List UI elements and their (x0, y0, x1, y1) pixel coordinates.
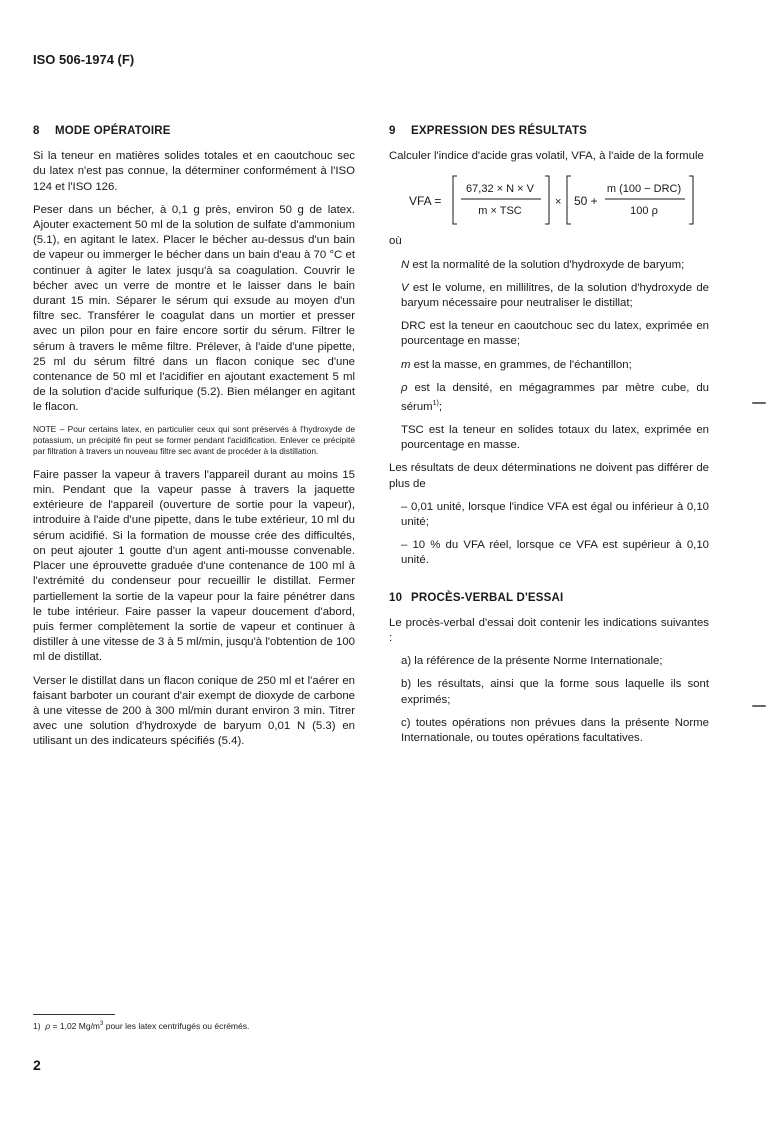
definition-text: est la teneur en solides totaux du latex, exprimée en pourcentage en masse. (401, 424, 709, 452)
left-bracket-1 (453, 176, 457, 224)
formula-fifty: 50 + (574, 194, 598, 209)
margin-mark (752, 402, 766, 404)
left-column (33, 124, 355, 758)
formula-numerator-1: 67,32 × N × V (466, 183, 534, 196)
definition-drc (401, 319, 709, 349)
section-8-paragraph-3: Faire passer la vapeur à travers l'appareil durant au moins 15 min. Pendant que la vapeur passe à travers la jaquette extérieure de l'appareil (ouverture de sortie pour la vapeur), introduire à l'aide d'une pipette, dans le tube extérieur, 10 ml du sérum acidifié. Si la formation de mousse crée des difficultés, on peut ajouter 1 goutte d'un agent anti-mousse convenable. Placer une éprouvette graduée d'une contenance de 100 ml à l'extrémité du condenseur pour recueillir le distillat. Fermer partiellement la sortie de la vapeur pour la faire pénétrer dans le tube intérieur. Faire passer la vapeur doucement d'abord, puis fermer complètement la sortie de vapeur et continuer à distiller à une vitesse de 3 à 5 ml/min, jusqu'à l'obtention de 100 ml de distillat. (33, 468, 355, 664)
footnote-text: = 1,02 Mg/m (50, 1021, 101, 1031)
definition-n (401, 258, 709, 273)
definition-text: est la normalité de la solution d'hydroxyde de baryum; (409, 258, 685, 271)
right-bracket-1 (545, 176, 549, 224)
margin-mark (752, 705, 766, 707)
right-column (389, 124, 709, 754)
definition-tsc (401, 423, 709, 453)
definition-m (401, 358, 709, 373)
footnote-mark: 1) (33, 1021, 41, 1031)
footnote-reference: 1) (432, 400, 439, 408)
definition-symbol: TSC (401, 424, 424, 437)
report-item-c: c) toutes opérations non prévues dans la présente Norme Internationale, ou toutes opérations facultatives. (401, 716, 709, 745)
results-intro: Les résultats de deux déterminations ne doivent pas différer de plus de (389, 462, 709, 490)
section-8-note: NOTE – Pour certains latex, en particulier ceux qui sont préservés à l'hydroxyde de potassium, un précipité fin peut se former pendant l'acidification. Enlever ce précipité par filtration à travers un nouveau filtre sec avant de procéder à la distillation. (33, 423, 355, 457)
section-8-title: MODE OPÉRATOIRE (55, 125, 171, 137)
document-header: ISO 506-1974 (F) (33, 52, 135, 67)
section-9-intro: Calculer l'indice d'acide gras volatil, VFA, à l'aide de la formule (389, 150, 704, 163)
vfa-formula-graphic (409, 172, 699, 228)
vfa-formula (409, 172, 709, 228)
section-8-heading (33, 124, 355, 139)
definition-symbol: DRC (401, 320, 426, 333)
footnote-rule (33, 1014, 115, 1015)
section-8-paragraph-2: Peser dans un bécher, à 0,1 g près, environ 50 g de latex. Ajouter exactement 50 ml de la solution de sulfate d'ammonium (5.1), en agitant le latex. Placer le bécher au-dessus d'un bain de vapeur ou immerger le bécher dans un bain d'eau à 70 °C et continuer à agiter le latex jusqu'à sa coagulation. Couvrir le bécher avec un verre de montre et le laisser dans le bain durant 15 min. Séparer le sérum qui exsude au moyen d'un filtre sec. Transférer le coagulat dans un mortier et presser avec un pilon pour en faire encore sortir du sérum. Filtrer le sérum à travers le même filtre. Prélever, à l'aide d'une pipette, 25 ml du sérum filtré dans un flacon conique sec d'une contenance de 50 ml et l'acidifier en ajoutant exactement 5 ml de la solution d'acide sulfurique (5.2). Bien mélanger en agitant le flacon. (33, 203, 355, 414)
section-9-heading (389, 124, 709, 139)
formula-numerator-2: m (100 − DRC) (606, 183, 682, 196)
definition-text: est le volume, en millilitres, de la solution d'hydroxyde de baryum nécessaire pour neutraliser le distillat; (401, 281, 709, 310)
footnote-superscript: 3 (100, 1021, 104, 1028)
section-8-paragraph-4: Verser le distillat dans un flacon conique de 250 ml et l'aérer en faisant barboter un courant d'air exempt de dioxyde de carbone à une vitesse de 200 à 300 ml/min durant environ 3 min. Titrer avec une solution d'hydroxyde de baryum 0,01 N (5.3) en utilisant un des indicateurs spécifiés (5.4). (33, 674, 355, 748)
definition-v (401, 281, 709, 311)
formula-times: × (555, 196, 562, 209)
definition-symbol: m (401, 358, 411, 371)
definition-tail: ; (438, 400, 443, 413)
formula-denominator-2: 100 ρ (630, 205, 658, 218)
definition-rho (401, 381, 709, 415)
definition-symbol: V (401, 281, 409, 294)
page-number: 2 (33, 1057, 41, 1073)
limit-item-1: – 0,01 unité, lorsque l'indice VFA est égal ou inférieur à 0,10 unité; (401, 500, 709, 529)
formula-where: où (389, 235, 402, 248)
section-10-intro: Le procès-verbal d'essai doit contenir les indications suivantes : (389, 616, 709, 645)
section-9-number: 9 (389, 125, 396, 137)
section-10-title: PROCÈS-VERBAL D'ESSAI (411, 591, 564, 604)
limit-item-2: – 10 % du VFA réel, lorsque ce VFA est supérieur à 0,10 unité. (401, 539, 709, 567)
left-bracket-2 (567, 176, 571, 224)
definition-text: est la masse, en grammes, de l'échantillon; (410, 358, 632, 371)
formula-denominator-1: m × TSC (478, 205, 522, 218)
section-8-paragraph-1: Si la teneur en matières solides totales et en caoutchouc sec du latex n'est pas connue, la déterminer conformément à l'ISO 124 et l'ISO 126. (33, 150, 355, 193)
report-item-a: a) la référence de la présente Norme Internationale; (401, 655, 663, 668)
section-10-number: 10 (389, 591, 403, 604)
definition-text: est la teneur en caoutchouc sec du latex, exprimée en pourcentage en masse; (401, 320, 709, 348)
report-item-b: b) les résultats, ainsi que la forme sous laquelle ils sont exprimés; (401, 678, 709, 706)
definition-symbol: ρ (401, 381, 408, 394)
section-9-title: EXPRESSION DES RÉSULTATS (411, 125, 588, 137)
footnote-symbol: ρ (45, 1021, 51, 1031)
footnote-tail: pour les latex centrifugés ou écrémés. (103, 1021, 250, 1031)
section-10-heading (389, 591, 709, 606)
section-8-number: 8 (33, 125, 40, 137)
definition-symbol: N (401, 258, 410, 271)
formula-lhs: VFA = (409, 194, 442, 209)
footnote (33, 1021, 249, 1031)
definition-text: est la densité, en mégagrammes par mètre cube, du sérum (401, 381, 709, 413)
right-bracket-2 (689, 176, 693, 224)
